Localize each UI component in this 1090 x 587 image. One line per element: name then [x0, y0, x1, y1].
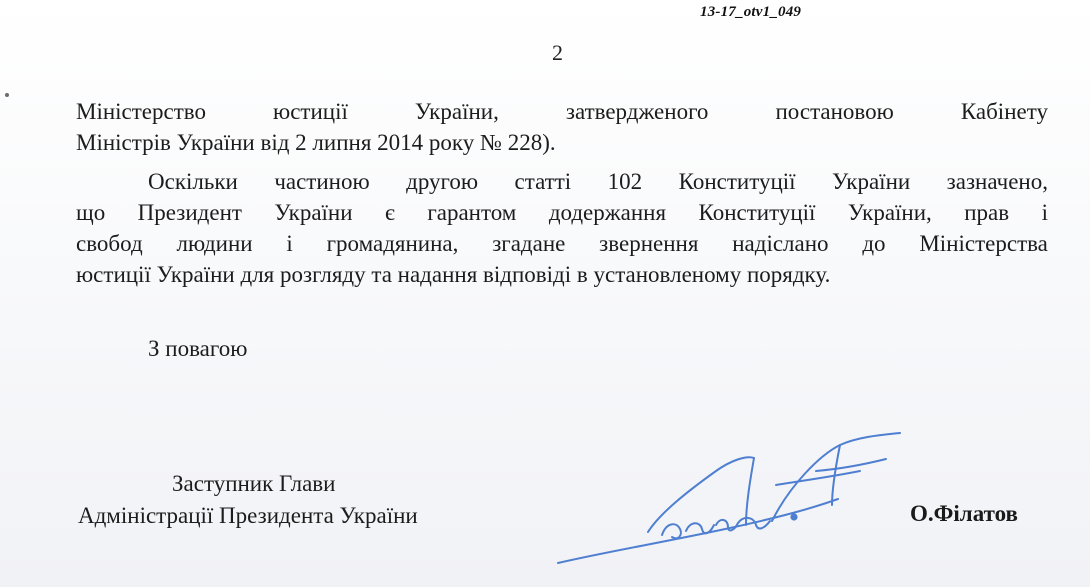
paragraph-1-line-1: [76, 96, 1048, 127]
paragraph-2-line-1: [76, 166, 1048, 197]
word: Конституції: [698, 200, 816, 225]
word: свобод: [76, 231, 143, 256]
word: Кабінету: [960, 99, 1048, 124]
word: Міністерства: [919, 231, 1048, 256]
word: надіслано: [732, 231, 829, 256]
closing-regards: З повагою: [148, 336, 248, 361]
word: України: [832, 169, 911, 194]
signer-title-line-2: Адміністрації Президента України: [78, 503, 418, 528]
margin-speck: [4, 92, 10, 98]
paragraph-2-line-2: [76, 197, 1048, 228]
word: 102: [607, 169, 643, 194]
word: Оскільки: [148, 169, 238, 194]
word: згадане: [492, 231, 566, 256]
word: додержання: [548, 200, 667, 225]
word: і: [1041, 200, 1048, 225]
word: Конституції: [678, 169, 796, 194]
word: частиною: [274, 169, 370, 194]
word: статті: [514, 169, 572, 194]
paragraph-2-line-4: юстиції України для розгляду та надання відповіді в установленому порядку.: [76, 262, 831, 287]
word: звернення: [599, 231, 699, 256]
word: прав: [964, 200, 1010, 225]
word: гарантом: [427, 200, 517, 225]
word: юстиції: [273, 99, 348, 124]
word: до: [862, 231, 886, 256]
paragraph-1-line-2: Міністрів України від 2 липня 2014 року № 228).: [76, 130, 556, 155]
word: Міністерство: [76, 99, 206, 124]
word: України,: [414, 99, 499, 124]
word: людини: [176, 231, 253, 256]
word: другою: [406, 169, 479, 194]
word: Президент: [137, 200, 242, 225]
word: є: [385, 200, 395, 225]
word: зазначено,: [946, 169, 1048, 194]
word: України,: [847, 200, 932, 225]
paragraph-2-line-3: [76, 228, 1048, 259]
page-number: 2: [552, 40, 563, 65]
word: затвердженого: [565, 99, 709, 124]
signer-title-line-1: Заступник Глави: [172, 471, 336, 496]
word: що: [76, 200, 106, 225]
document-code: 13-17_otv1_049: [700, 4, 802, 20]
word: і: [286, 231, 293, 256]
paragraph-1: [76, 96, 1048, 158]
signer-name: О.Філатов: [910, 501, 1018, 526]
word: постановою: [775, 99, 894, 124]
word: громадянина,: [326, 231, 459, 256]
paragraph-2: [76, 166, 1048, 290]
handwritten-signature: [540, 425, 920, 575]
word: України: [274, 200, 353, 225]
